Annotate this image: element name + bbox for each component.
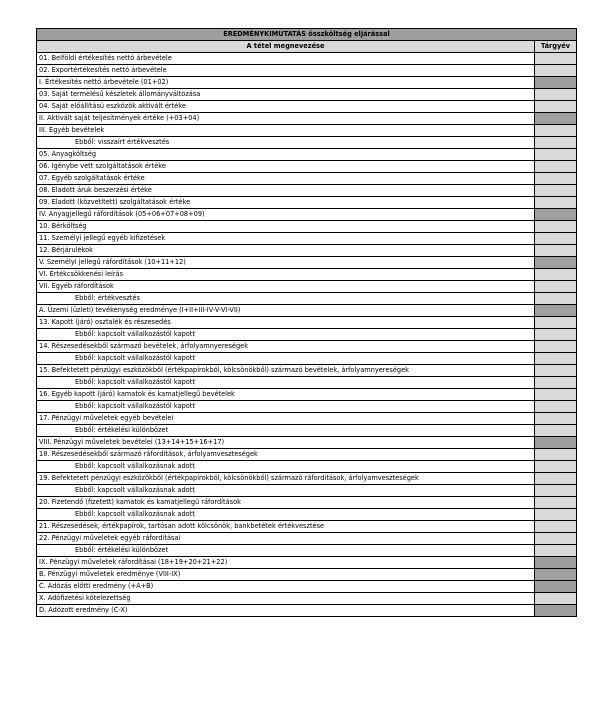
current-year-cell[interactable]: [535, 377, 577, 389]
table-row: [37, 77, 577, 89]
row-sublabel: Ebből: kapcsolt vállalkozástól kapott: [37, 377, 535, 389]
row-label: 20. Fizetendő (fizetett) kamatok és kamatjellegű ráfordítások: [37, 497, 535, 509]
row-label: B. Pénzügyi műveletek eredménye (VIII-IX): [37, 569, 535, 581]
current-year-cell[interactable]: [535, 389, 577, 401]
current-year-cell[interactable]: [535, 533, 577, 545]
current-year-cell[interactable]: [535, 269, 577, 281]
income-statement-body: [37, 29, 577, 617]
row-sublabel: Ebből: kapcsolt vállalkozástól kapott: [37, 353, 535, 365]
column-header-row: [37, 41, 577, 53]
row-label: 03. Saját termelésű készletek állományváltozása: [37, 89, 535, 101]
table-row: [37, 245, 577, 257]
row-label: 12. Bérjárulékok: [37, 245, 535, 257]
row-label: 02. Exportértékesítés nettó árbevétele: [37, 65, 535, 77]
row-sublabel: Ebből: kapcsolt vállalkozásnak adott: [37, 509, 535, 521]
table-row: [37, 173, 577, 185]
current-year-cell[interactable]: [535, 329, 577, 341]
column-header-current-year: Tárgyév: [535, 41, 577, 53]
current-year-cell[interactable]: [535, 161, 577, 173]
table-row: [37, 533, 577, 545]
table-row: [37, 605, 577, 617]
row-label: 04. Saját előállítású eszközök aktivált értéke: [37, 101, 535, 113]
row-label: VI. Értékcsökkenési leírás: [37, 269, 535, 281]
table-row: [37, 497, 577, 509]
title-row: [37, 29, 577, 41]
current-year-cell[interactable]: [535, 317, 577, 329]
row-label: VIII. Pénzügyi műveletek bevételei (13+14+15+16+17): [37, 437, 535, 449]
current-year-cell[interactable]: [535, 125, 577, 137]
table-row: [37, 149, 577, 161]
table-row: [37, 389, 577, 401]
current-year-cell[interactable]: [535, 281, 577, 293]
current-year-cell[interactable]: [535, 581, 577, 593]
row-label: X. Adófizetési kötelezettség: [37, 593, 535, 605]
table-row: [37, 437, 577, 449]
table-row: [37, 113, 577, 125]
table-row: [37, 353, 577, 365]
table-row: [37, 233, 577, 245]
row-sublabel: Ebből: értékelési különbözet: [37, 425, 535, 437]
table-row: [37, 53, 577, 65]
table-row: [37, 377, 577, 389]
table-row: [37, 125, 577, 137]
table-row: [37, 425, 577, 437]
table-row: [37, 509, 577, 521]
table-row: [37, 257, 577, 269]
table-row: [37, 269, 577, 281]
current-year-cell[interactable]: [535, 437, 577, 449]
row-sublabel: Ebből: kapcsolt vállalkozásnak adott: [37, 461, 535, 473]
row-label: D. Adózott eredmény (C-X): [37, 605, 535, 617]
current-year-cell[interactable]: [535, 233, 577, 245]
table-row: [37, 449, 577, 461]
row-label: 05. Anyagköltség: [37, 149, 535, 161]
row-label: C. Adózás előtti eredmény (+A+B): [37, 581, 535, 593]
current-year-cell[interactable]: [535, 89, 577, 101]
current-year-cell[interactable]: [535, 449, 577, 461]
current-year-cell[interactable]: [535, 461, 577, 473]
row-label: 14. Részesedésekből származó bevételek, árfolyamnyereségek: [37, 341, 535, 353]
table-row: [37, 569, 577, 581]
table-row: [37, 317, 577, 329]
income-statement-table: [36, 28, 577, 617]
row-label: III. Egyéb bevételek: [37, 125, 535, 137]
row-label: 08. Eladott áruk beszerzési értéke: [37, 185, 535, 197]
current-year-cell[interactable]: [535, 173, 577, 185]
table-row: [37, 101, 577, 113]
row-label: 10. Bérköltség: [37, 221, 535, 233]
row-sublabel: Ebből: értékelési különbözet: [37, 545, 535, 557]
row-label: 16. Egyéb kapott (járó) kamatok és kamatjellegű bevételek: [37, 389, 535, 401]
current-year-cell[interactable]: [535, 293, 577, 305]
row-label: 09. Eladott (közvetített) szolgáltatások értéke: [37, 197, 535, 209]
current-year-cell[interactable]: [535, 197, 577, 209]
current-year-cell[interactable]: [535, 149, 577, 161]
row-sublabel: Ebből: kapcsolt vállalkozásnak adott: [37, 485, 535, 497]
row-label: 06. Igénybe vett szolgáltatások értéke: [37, 161, 535, 173]
row-label: 22. Pénzügyi műveletek egyéb ráfordításai: [37, 533, 535, 545]
row-label: 15. Befektetett pénzügyi eszközökből (értékpapírokból, kölcsönökből) származó bevételek, árfolyamnyereségek: [37, 365, 535, 377]
table-row: [37, 89, 577, 101]
table-row: [37, 545, 577, 557]
row-label: 18. Részesedésekből származó ráfordítások, árfolyamveszteségek: [37, 449, 535, 461]
row-sublabel: Ebből: kapcsolt vállalkozástól kapott: [37, 329, 535, 341]
current-year-cell[interactable]: [535, 365, 577, 377]
row-label: IV. Anyagjellegű ráfordítások (05+06+07+08+09): [37, 209, 535, 221]
row-label: 07. Egyéb szolgáltatások értéke: [37, 173, 535, 185]
table-row: [37, 557, 577, 569]
current-year-cell[interactable]: [535, 497, 577, 509]
row-sublabel: Ebből: kapcsolt vállalkozástól kapott: [37, 401, 535, 413]
current-year-cell[interactable]: [535, 65, 577, 77]
report-title: EREDMÉNYKIMUTATÁS összköltség eljárással: [37, 29, 577, 41]
table-row: [37, 209, 577, 221]
current-year-cell[interactable]: [535, 185, 577, 197]
row-label: I. Értékesítés nettó árbevétele (01+02): [37, 77, 535, 89]
current-year-cell[interactable]: [535, 245, 577, 257]
table-row: [37, 581, 577, 593]
current-year-cell[interactable]: [535, 257, 577, 269]
current-year-cell[interactable]: [535, 353, 577, 365]
current-year-cell[interactable]: [535, 569, 577, 581]
table-row: [37, 401, 577, 413]
table-row: [37, 485, 577, 497]
current-year-cell[interactable]: [535, 77, 577, 89]
table-row: [37, 413, 577, 425]
row-label: 01. Belföldi értékesítés nettó árbevétele: [37, 53, 535, 65]
current-year-cell[interactable]: [535, 593, 577, 605]
row-label: V. Személyi jellegű ráfordítások (10+11+12): [37, 257, 535, 269]
row-label: 17. Pénzügyi műveletek egyéb bevételei: [37, 413, 535, 425]
row-label: 11. Személyi jellegű egyéb kifizetések: [37, 233, 535, 245]
current-year-cell[interactable]: [535, 305, 577, 317]
table-row: [37, 161, 577, 173]
table-row: [37, 461, 577, 473]
row-label: IX. Pénzügyi műveletek ráfordításai (18+19+20+21+22): [37, 557, 535, 569]
table-row: [37, 593, 577, 605]
current-year-cell[interactable]: [535, 413, 577, 425]
current-year-cell[interactable]: [535, 341, 577, 353]
current-year-cell[interactable]: [535, 473, 577, 485]
column-header-item-name: A tétel megnevezése: [37, 41, 535, 53]
current-year-cell[interactable]: [535, 425, 577, 437]
table-row: [37, 137, 577, 149]
current-year-cell[interactable]: [535, 101, 577, 113]
row-sublabel: Ebből: visszaírt értékvesztés: [37, 137, 535, 149]
row-label: 21. Részesedések, értékpapírok, tartósan adott kölcsönök, bankbetétek értékvesztése: [37, 521, 535, 533]
current-year-cell[interactable]: [535, 509, 577, 521]
table-row: [37, 521, 577, 533]
row-label: 19. Befektetett pénzügyi eszközökből (értékpapírokból, kölcsönökből) származó ráfordítások, árfolyamveszteségek: [37, 473, 535, 485]
row-label: A. Üzemi (üzleti) tevékenység eredménye (I+II+III-IV-V-VI-VII): [37, 305, 535, 317]
current-year-cell[interactable]: [535, 401, 577, 413]
table-row: [37, 305, 577, 317]
table-row: [37, 281, 577, 293]
table-row: [37, 329, 577, 341]
row-label: VII. Egyéb ráfordítások: [37, 281, 535, 293]
current-year-cell[interactable]: [535, 485, 577, 497]
row-label: 13. Kapott (járó) osztalék és részesedés: [37, 317, 535, 329]
current-year-cell[interactable]: [535, 545, 577, 557]
table-row: [37, 197, 577, 209]
table-row: [37, 65, 577, 77]
table-row: [37, 473, 577, 485]
table-row: [37, 185, 577, 197]
current-year-cell[interactable]: [535, 521, 577, 533]
row-sublabel: Ebből: értékvesztés: [37, 293, 535, 305]
current-year-cell[interactable]: [535, 209, 577, 221]
current-year-cell[interactable]: [535, 557, 577, 569]
current-year-cell[interactable]: [535, 221, 577, 233]
row-label: II. Aktivált saját teljesítmények értéke (+03+04): [37, 113, 535, 125]
table-row: [37, 365, 577, 377]
current-year-cell[interactable]: [535, 53, 577, 65]
table-row: [37, 293, 577, 305]
table-row: [37, 341, 577, 353]
current-year-cell[interactable]: [535, 137, 577, 149]
current-year-cell[interactable]: [535, 605, 577, 617]
table-row: [37, 221, 577, 233]
current-year-cell[interactable]: [535, 113, 577, 125]
